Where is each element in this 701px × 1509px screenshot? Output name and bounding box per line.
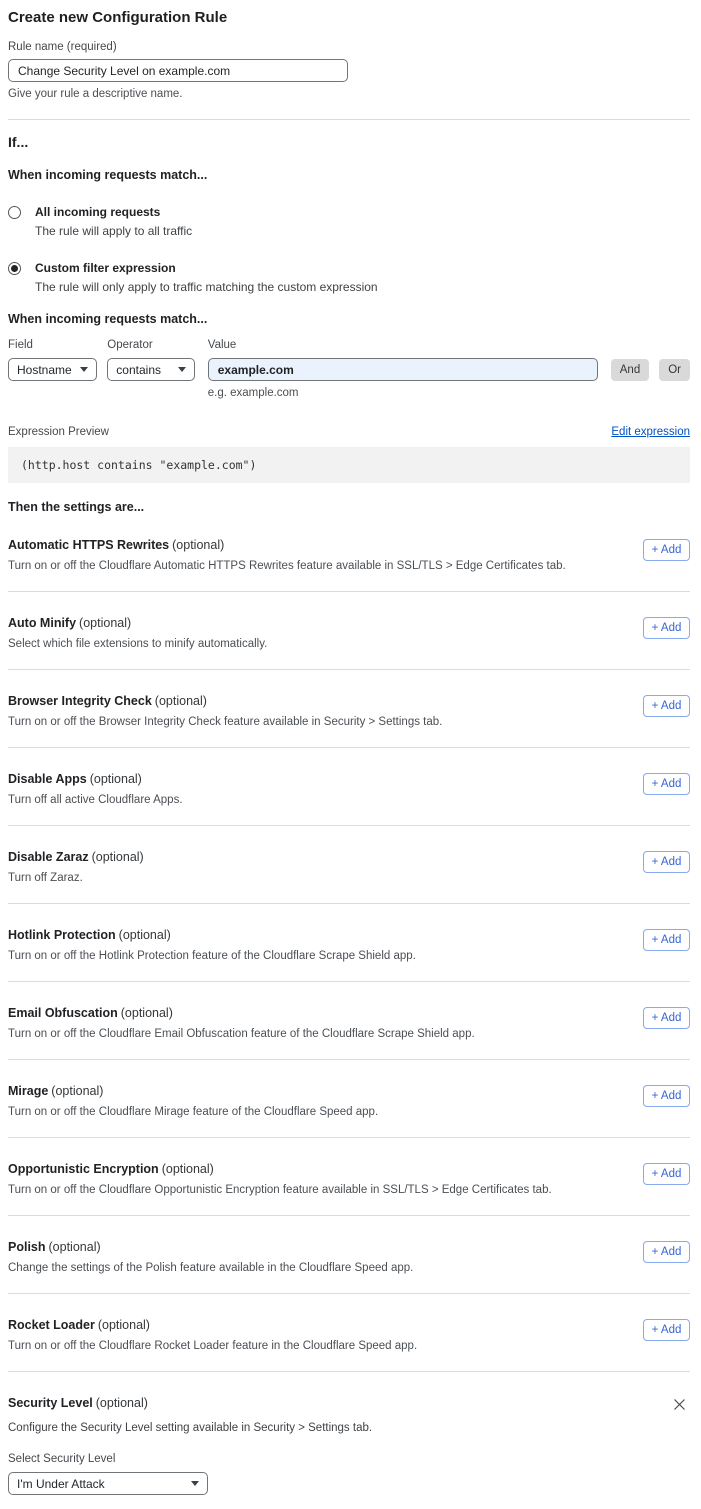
close-icon[interactable] [671,1396,688,1413]
setting-row-polish [8,1216,690,1294]
value-helper: e.g. example.com [207,387,299,399]
add-button[interactable]: + Add [643,929,690,951]
then-settings-heading: Then the settings are... [8,500,145,514]
value-input[interactable] [208,358,598,381]
add-button[interactable]: + Add [643,695,690,717]
radio-option-custom-filter [8,261,690,294]
setting-description: Change the settings of the Polish feature available in the Cloudflare Speed app. [8,1262,414,1274]
radio-custom-filter-expression[interactable] [8,262,21,275]
setting-title: Mirage (optional) [8,1084,104,1098]
setting-description: Turn on or off the Cloudflare Rocket Loader feature in the Cloudflare Speed app. [8,1340,418,1352]
setting-title: Rocket Loader (optional) [8,1318,150,1332]
chevron-down-icon [178,367,186,372]
operator-label: Operator [107,339,153,351]
or-button[interactable]: Or [659,359,690,381]
page-title: Create new Configuration Rule [8,9,228,26]
setting-description: Turn on or off the Hotlink Protection feature of the Cloudflare Scrape Shield app. [8,950,416,962]
setting-description: Turn on or off the Cloudflare Mirage feature of the Cloudflare Speed app. [8,1106,379,1118]
setting-description: Turn off Zaraz. [8,872,83,884]
setting-title: Security Level (optional) [8,1396,148,1410]
field-select[interactable] [8,358,97,381]
setting-row-disable-zaraz [8,826,690,904]
expression-preview-row [8,426,690,438]
setting-description: Turn on or off the Cloudflare Opportunistic Encryption feature available in SSL/TLS > Edge Certificates tab. [8,1184,552,1196]
setting-row-auto-minify [8,592,690,670]
add-button[interactable]: + Add [643,851,690,873]
expression-preview-label: Expression Preview [8,426,109,438]
add-button[interactable]: + Add [643,539,690,561]
incoming-requests-match-heading: When incoming requests match... [8,168,208,182]
section-divider [8,119,690,120]
radio-label[interactable]: All incoming requests [35,205,161,219]
operator-select-value: contains [116,362,161,377]
filter-builder-row [8,339,690,399]
rule-name-label: Rule name (required) [8,41,117,53]
setting-row-rocket-loader [8,1294,690,1372]
setting-row-email-obfuscation [8,982,690,1060]
security-level-select[interactable] [8,1472,208,1495]
add-button[interactable]: + Add [643,1085,690,1107]
filter-match-heading: When incoming requests match... [8,312,208,326]
setting-title: Automatic HTTPS Rewrites (optional) [8,538,225,552]
setting-description: Configure the Security Level setting available in Security > Settings tab. [8,1422,373,1434]
add-button[interactable]: + Add [643,1163,690,1185]
chevron-down-icon [191,1481,199,1486]
edit-expression-link[interactable]: Edit expression [611,426,690,438]
radio-option-all-incoming [8,205,690,238]
setting-title: Opportunistic Encryption (optional) [8,1162,214,1176]
setting-description: Select which file extensions to minify automatically. [8,638,268,650]
setting-title: Disable Zaraz (optional) [8,850,144,864]
add-button[interactable]: + Add [643,1319,690,1341]
setting-row-browser-integrity-check [8,670,690,748]
setting-description: Turn off all active Cloudflare Apps. [8,794,183,806]
security-level-select-value: I'm Under Attack [17,1476,105,1491]
chevron-down-icon [80,367,88,372]
setting-row-automatic-https-rewrites [8,514,690,592]
operator-select[interactable] [107,358,194,381]
setting-title: Browser Integrity Check (optional) [8,694,207,708]
radio-label[interactable]: Custom filter expression [35,261,176,275]
radio-all-incoming-requests[interactable] [8,206,21,219]
add-button[interactable]: + Add [643,1007,690,1029]
and-button[interactable]: And [611,359,649,381]
add-button[interactable]: + Add [643,773,690,795]
setting-description: Turn on or off the Cloudflare Email Obfuscation feature of the Cloudflare Scrape Shield app. [8,1028,475,1040]
expression-code: (http.host contains "example.com") [8,447,690,483]
setting-title: Polish (optional) [8,1240,101,1254]
rule-name-input[interactable] [8,59,348,82]
setting-description: Turn on or off the Browser Integrity Check feature available in Security > Settings tab. [8,716,443,728]
rule-name-helper: Give your rule a descriptive name. [8,88,183,100]
setting-title: Auto Minify (optional) [8,616,132,630]
field-label: Field [8,339,33,351]
setting-row-opportunistic-encryption [8,1138,690,1216]
radio-description: The rule will apply to all traffic [35,224,193,238]
setting-title: Email Obfuscation (optional) [8,1006,173,1020]
setting-title: Disable Apps (optional) [8,772,142,786]
add-button[interactable]: + Add [643,617,690,639]
setting-row-hotlink-protection [8,904,690,982]
add-button[interactable]: + Add [643,1241,690,1263]
setting-title: Hotlink Protection (optional) [8,928,171,942]
setting-row-disable-apps [8,748,690,826]
value-label: Value [207,339,237,351]
field-select-value: Hostname [17,362,72,377]
security-level-select-label: Select Security Level [8,1453,116,1465]
setting-panel-security-level [8,1372,690,1495]
setting-row-mirage [8,1060,690,1138]
if-heading: If... [8,134,29,150]
radio-description: The rule will only apply to traffic matching the custom expression [35,280,378,294]
setting-description: Turn on or off the Cloudflare Automatic HTTPS Rewrites feature available in SSL/TLS > Edge Certificates tab. [8,560,566,572]
